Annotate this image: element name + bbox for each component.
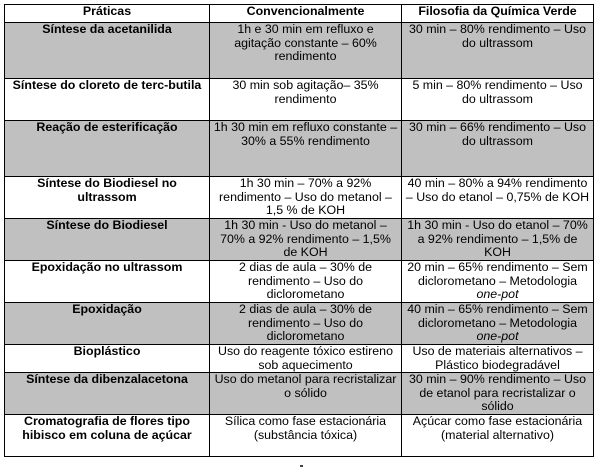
table-row	[5, 177, 594, 219]
green-chemistry-cell	[402, 261, 594, 303]
practice-cell: Epoxidação no ultrassom	[5, 261, 210, 303]
conventional-cell: 1h e 30 min em refluxo e agitação constante – 60% rendimento	[210, 23, 402, 79]
conventional-cell: 1h 30 min – 70% a 92% rendimento – Uso do metanol – 1,5 % de KOH	[210, 177, 402, 219]
practice-cell: Síntese da dibenzalacetona	[5, 373, 210, 415]
green-chemistry-cell: 30 min – 66% rendimento – Uso do ultrassom	[402, 121, 594, 177]
green-chemistry-cell: 30 min – 80% rendimento – Uso do ultrassom	[402, 23, 594, 79]
table-row	[5, 23, 594, 79]
green-chemistry-cell: Açúcar como fase estacionária (material alternativo)	[402, 415, 594, 457]
practice-cell: Cromatografia de flores tipo hibisco em coluna de açúcar	[5, 415, 210, 457]
conventional-cell: Uso do reagente tóxico estireno sob aquecimento	[210, 345, 402, 373]
green-chemistry-cell: 5 min – 80% rendimento – Uso do ultrassom	[402, 79, 594, 121]
one-pot-label: one-pot	[476, 329, 519, 344]
green-chemistry-cell: Uso de materiais alternativos – Plástico biodegradável	[402, 345, 594, 373]
table-header-row	[5, 5, 594, 23]
green-chemistry-cell	[402, 303, 594, 345]
table-row	[5, 373, 594, 415]
table-row	[5, 415, 594, 457]
table-row	[5, 121, 594, 177]
green-chemistry-cell: 1h 30 min - Uso do etanol – 70% a 92% rendimento – 1,5% de KOH	[402, 219, 594, 261]
practice-cell: Síntese da acetanilida	[5, 23, 210, 79]
conventional-cell: 1h 30 min em refluxo constante – 30% a 55% rendimento	[210, 121, 402, 177]
conventional-cell: 2 dias de aula – 30% de rendimento – Uso do diclorometano	[210, 303, 402, 345]
green-chemistry-text: 40 min – 65% rendimento – Sem diclorometano – Metodologia	[407, 302, 588, 330]
green-chemistry-text: 20 min – 65% rendimento – Sem diclorometano – Metodologia	[407, 260, 588, 288]
practice-cell: Síntese do Biodiesel	[5, 219, 210, 261]
one-pot-label: one-pot	[476, 287, 519, 302]
table-row	[5, 79, 594, 121]
table-row	[5, 219, 594, 261]
stray-mark	[300, 465, 303, 467]
table-row	[5, 303, 594, 345]
conventional-cell: 30 min sob agitação– 35% rendimento	[210, 79, 402, 121]
table-row	[5, 345, 594, 373]
practice-cell: Epoxidação	[5, 303, 210, 345]
practice-cell: Síntese do cloreto de terc-butila	[5, 79, 210, 121]
header-quimica-verde: Filosofia da Química Verde	[402, 5, 594, 23]
conventional-cell: Sílica como fase estacionária (substância tóxica)	[210, 415, 402, 457]
practice-cell: Bioplástico	[5, 345, 210, 373]
green-chemistry-cell: 40 min – 80% a 94% rendimento – Uso do etanol – 0,75% de KOH	[402, 177, 594, 219]
green-chemistry-cell: 30 min – 90% rendimento – Uso de etanol para recristalizar o sólido	[402, 373, 594, 415]
header-convencional: Convencionalmente	[210, 5, 402, 23]
table-row	[5, 261, 594, 303]
practice-cell: Síntese do Biodiesel no ultrassom	[5, 177, 210, 219]
conventional-cell: 2 dias de aula – 30% de rendimento – Uso do diclorometano	[210, 261, 402, 303]
conventional-cell: Uso do metanol para recristalizar o sólido	[210, 373, 402, 415]
conventional-cell: 1h 30 min - Uso do metanol – 70% a 92% rendimento – 1,5% de KOH	[210, 219, 402, 261]
comparison-table	[4, 4, 594, 457]
practice-cell: Reação de esterificação	[5, 121, 210, 177]
header-praticas: Práticas	[5, 5, 210, 23]
